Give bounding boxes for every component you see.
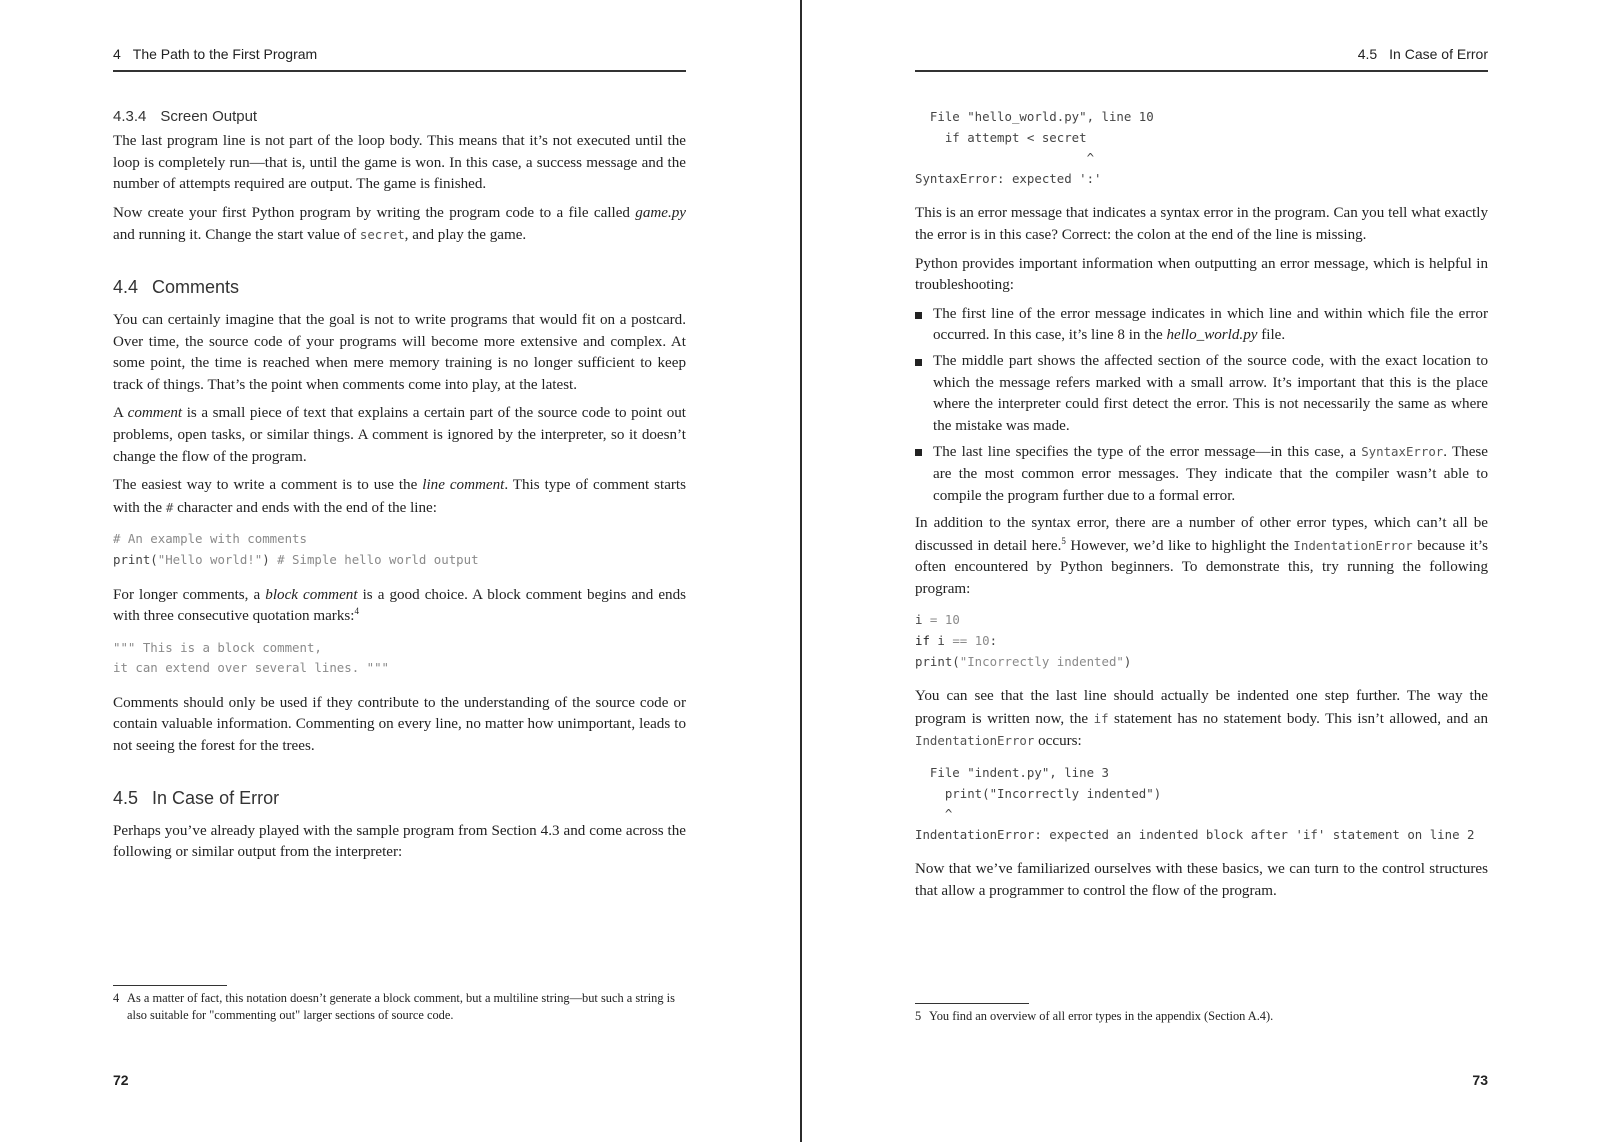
subsection-title: Screen Output (160, 108, 258, 125)
list-item (915, 351, 1488, 437)
text-run: The last line specifies the type of the error message—in this case, a (933, 444, 1362, 461)
section-number: 4.4 (113, 276, 139, 297)
trace-line: if attempt < secret (915, 129, 1087, 145)
text-run: In addition to the syntax error, there are a number of other error types, which can’t all be discussed in detail here. (915, 515, 1488, 554)
trace-line: File "indent.py", line 3 (915, 765, 1109, 781)
trace-error: IndentationError: expected an indented block after 'if' statement on line 2 (915, 826, 1475, 842)
code-comment: # An example with comments (113, 531, 307, 547)
section-number: 4.5 (113, 787, 139, 808)
chapter-number: 4 (113, 46, 121, 62)
inline-code: # (165, 499, 174, 515)
right-page (802, 0, 1600, 1142)
text-run: You can see that the last line should actually be indented one step further. The way the program is written now, the (915, 688, 1488, 727)
text-run: However, we’d like to highlight the (1065, 537, 1294, 554)
code-var: i (929, 633, 953, 649)
text-run: character and ends with the end of the line: (173, 499, 437, 516)
code-punct: : (989, 633, 998, 649)
list-item (915, 304, 1488, 347)
page-number: 72 (113, 1072, 129, 1088)
trace-error: SyntaxError: expected ':' (915, 170, 1102, 186)
text-run: is a small piece of text that explains a certain part of the source code to point out problems, open tasks, or similar things. A comment is ignored by the interpreter, so it doesn’t change the flow of the program. (113, 405, 686, 465)
footnote-rule (915, 1003, 1029, 1004)
paragraph (113, 585, 686, 628)
paragraph (915, 686, 1488, 753)
paragraph: You can certainly imagine that the goal is not to write programs that would fit on a postcard. Over time, the source code of your programs will become more extensive and complex. At some point, the time is reached when mere memory training is no longer sufficient to keep track of things. That’s the point when comments come into play, at the latest. (113, 311, 686, 393)
chapter-title: The Path to the First Program (132, 46, 318, 62)
file-name: hello_world.py (1166, 327, 1258, 344)
code-punct: ) (262, 551, 278, 567)
term: comment (127, 405, 183, 422)
paragraph (113, 403, 686, 468)
code-block-block-comment (113, 638, 686, 679)
footnote (113, 990, 686, 1024)
footnote-text: You find an overview of all error types in the appendix (Section A.4). (929, 1009, 1274, 1023)
code-func: print( (113, 551, 158, 567)
term: line comment (422, 477, 505, 494)
paragraph: Python provides important information when outputting an error message, which is helpful in troubleshooting: (915, 255, 1488, 294)
running-header-right (915, 46, 1488, 72)
traceback-syntax-error (915, 107, 1488, 189)
section-title: In Case of Error (152, 787, 280, 808)
code-string: """ This is a block comment, (113, 639, 322, 655)
inline-code: SyntaxError (1361, 444, 1444, 460)
paragraph: Comments should only be used if they contribute to the understanding of the source code or contain valuable information. Commenting on every line, no matter how unimportant, leads to not seeing the forest for the trees. (113, 694, 686, 755)
code-number: 10 (967, 633, 990, 649)
inline-code: secret (359, 227, 405, 243)
bullet-square-icon (915, 359, 922, 366)
paragraph (915, 513, 1488, 600)
code-block-indentation (915, 610, 1488, 672)
text-run: The first line of the error message indicates in which line and within which file the error occurred. In this case, it’s line 8 in the (933, 305, 1488, 344)
text-run: . These are the most common error messages. They indicate that the compiler wasn’t able to compile the program further due to a formal error. (933, 444, 1488, 504)
text-run: A (113, 405, 128, 422)
text-run: file. (1257, 327, 1286, 344)
page-number: 73 (1472, 1072, 1488, 1088)
code-op: == (952, 633, 968, 649)
footnote-number: 4 (113, 991, 120, 1005)
section-heading-comments (113, 277, 686, 298)
subsection-heading (113, 108, 686, 125)
paragraph: This is an error message that indicates a syntax error in the program. Can you tell what exactly the error is in this case? Correct: the colon at the end of the line is missing. (915, 205, 1488, 243)
code-comment: # Simple hello world output (277, 551, 479, 567)
bullet-square-icon (915, 449, 922, 456)
text-run: because it’s often encountered by Python beginners. To demonstrate this, try running the following program: (915, 537, 1488, 597)
code-op: = (922, 612, 945, 628)
text-run: The middle part shows the affected section of the source code, with the exact location to which the message refers marked with a small arrow. It’s important that this is the place where the interpreter could first detect the error. This is not necessarily the same as where the mistake was made. (933, 352, 1488, 434)
footnote-ref[interactable]: 4 (354, 606, 359, 617)
paragraph: Now that we’ve familiarized ourselves with these basics, we can turn to the control structures that allow a programmer to control the flow of the program. (915, 861, 1488, 899)
footnote (915, 1008, 1488, 1025)
paragraph: Perhaps you’ve already played with the sample program from Section 4.3 and come across the following or similar output from the interpreter: (113, 822, 686, 861)
code-string: it can extend over several lines. """ (113, 660, 390, 676)
code-var: i (915, 612, 923, 628)
text-run: Now create your first Python program by writing the program code to a file called (113, 204, 636, 221)
text-run: statement has no statement body. This isn’t allowed, and an (1108, 710, 1488, 727)
code-punct: ) (1123, 653, 1132, 669)
file-name: game.py (635, 204, 686, 221)
section-title: In Case of Error (1389, 46, 1488, 62)
footnote-number: 5 (915, 1009, 922, 1023)
text-run: For longer comments, a (113, 586, 266, 603)
term: block comment (265, 586, 358, 603)
footnote-rule (113, 985, 227, 986)
left-content (113, 98, 686, 871)
trace-line: print("Incorrectly indented") (915, 785, 1162, 801)
bullet-list (915, 304, 1488, 507)
paragraph (113, 203, 686, 247)
bullet-square-icon (915, 312, 922, 319)
text-run: occurs: (1034, 733, 1082, 750)
running-header-left (113, 46, 686, 72)
footnote-text: As a matter of fact, this notation doesn’t generate a block comment, but a multiline string—but such a string is also suitable for "commenting out" larger sections of source code. (127, 991, 675, 1022)
code-func: print( (915, 653, 960, 669)
code-string: "Hello world!" (157, 551, 263, 567)
section-title: Comments (152, 276, 240, 297)
section-number: 4.5 (1357, 46, 1378, 62)
list-item (915, 441, 1488, 507)
trace-line: File "hello_world.py", line 10 (915, 109, 1154, 124)
subsection-number: 4.3.4 (113, 108, 147, 125)
text-run: , and play the game. (404, 227, 527, 244)
inline-code: if (1093, 710, 1109, 726)
paragraph: The last program line is not part of the loop body. This means that it’s not executed until the loop is completely run—that is, until the game is won. In this case, a success message and the number of attempts required are output. The game is finished. (113, 133, 686, 193)
inline-code: IndentationError (915, 733, 1035, 749)
traceback-indentation-error (915, 763, 1488, 845)
trace-caret: ^ (915, 150, 1095, 166)
inline-code: IndentationError (1293, 537, 1413, 553)
section-heading-error (113, 788, 686, 809)
text-run: and running it. Change the start value of (113, 227, 360, 244)
paragraph (113, 475, 686, 519)
code-number: 10 (944, 612, 960, 628)
code-string: "Incorrectly indented" (959, 653, 1124, 669)
code-block-line-comment (113, 529, 686, 570)
text-run: The easiest way to write a comment is to use the (113, 477, 423, 494)
text-run: is a good choice. A block comment begins and ends with three consecutive quotation marks: (113, 586, 686, 625)
right-content (915, 101, 1488, 910)
text-run: . This type of comment starts with the (113, 477, 687, 516)
trace-caret: ^ (915, 806, 953, 822)
footnote-ref[interactable]: 5 (1061, 535, 1066, 546)
code-keyword: if (915, 633, 930, 649)
